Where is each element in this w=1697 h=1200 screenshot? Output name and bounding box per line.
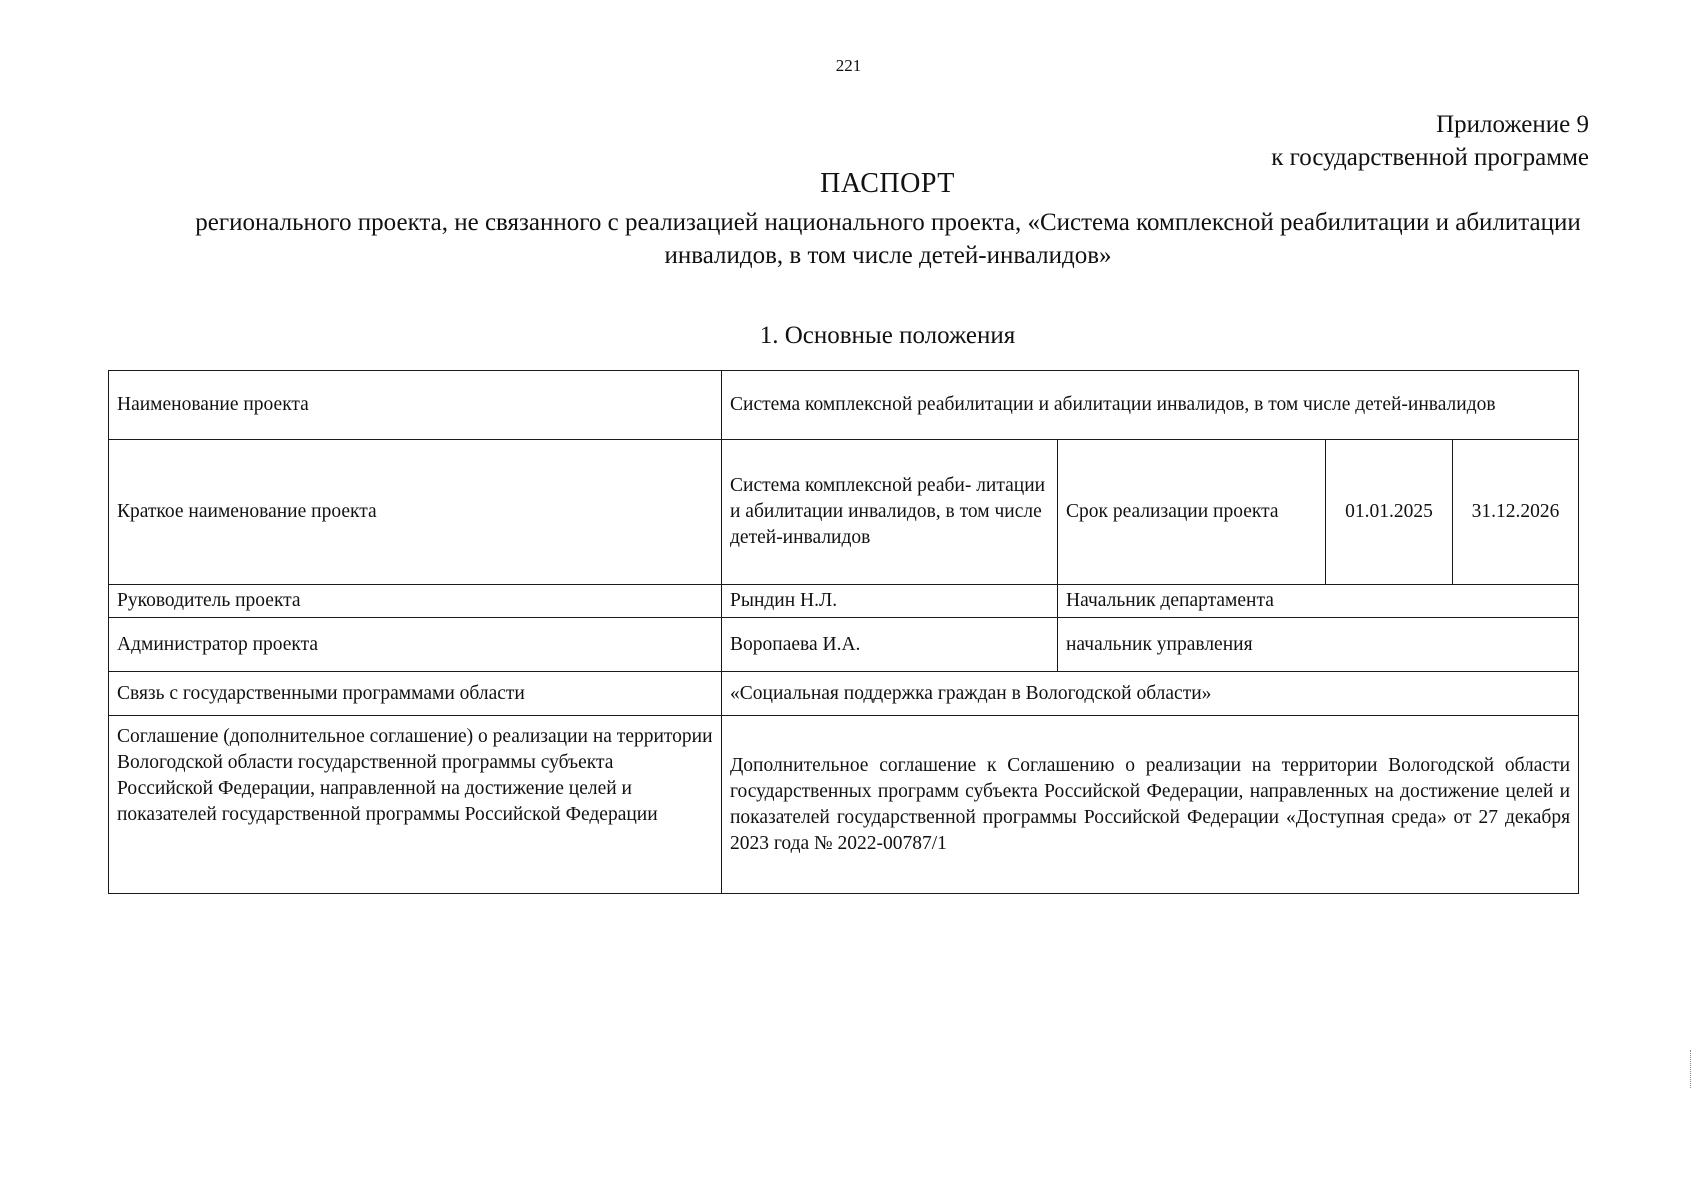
short-name-value: Система комплексной реаби- литации и абилитации инвалидов, в том числе детей-инвалидов xyxy=(722,440,1058,585)
table-row-short-name xyxy=(109,440,1579,585)
agreement-label: Соглашение (дополнительное соглашение) о реализации на территории Вологодской области государственной программы субъекта Российской Федерации, направленной на достижение целей и показателей государственной программы Российской Федерации xyxy=(109,716,722,894)
table-row-project-name xyxy=(109,371,1579,440)
agreement-value: Дополнительное соглашение к Соглашению о реализации на территории Вологодской области государственных программ субъекта Российской Федерации, направленных на достижение целей и показателей государственной программы Российской Федерации «Доступная среда» от 27 декабря 2023 года № 2022-00787/1 xyxy=(722,716,1579,894)
programs-value: «Социальная поддержка граждан в Вологодской области» xyxy=(722,672,1579,716)
admin-label: Администратор проекта xyxy=(109,618,722,672)
table-row-project-admin xyxy=(109,618,1579,672)
document-title: ПАСПОРТ xyxy=(820,168,955,199)
section-title: 1. Основные положения xyxy=(759,322,1016,349)
appendix-note xyxy=(1271,108,1589,174)
project-name-value: Система комплексной реабилитации и абилитации инвалидов, в том числе детей-инвалидов xyxy=(722,371,1579,440)
table-row-agreement xyxy=(109,716,1579,894)
appendix-line-2: к государственной программе xyxy=(1271,144,1589,171)
head-position: Начальник департамента xyxy=(1058,585,1579,618)
admin-position: начальник управления xyxy=(1058,618,1579,672)
term-start: 01.01.2025 xyxy=(1326,440,1453,585)
head-name: Рындин Н.Л. xyxy=(722,585,1058,618)
term-end: 31.12.2026 xyxy=(1453,440,1579,585)
document-subtitle: регионального проекта, не связанного с реализацией национального проекта, «Система комплексной реабилитации и абилитации инвалидов, в том числе детей-инвалидов» xyxy=(195,209,1581,269)
appendix-line-1: Приложение 9 xyxy=(1436,111,1589,138)
table-row-programs xyxy=(109,672,1579,716)
programs-label: Связь с государственными программами области xyxy=(109,672,722,716)
project-name-label: Наименование проекта xyxy=(109,371,722,440)
table-row-project-head xyxy=(109,585,1579,618)
page-number: 221 xyxy=(835,56,862,75)
short-name-label: Краткое наименование проекта xyxy=(109,440,722,585)
admin-name: Воропаева И.А. xyxy=(722,618,1058,672)
passport-table xyxy=(108,370,1579,894)
head-label: Руководитель проекта xyxy=(109,585,722,618)
scan-artifact xyxy=(1690,1050,1693,1088)
term-label: Срок реализации проекта xyxy=(1058,440,1326,585)
